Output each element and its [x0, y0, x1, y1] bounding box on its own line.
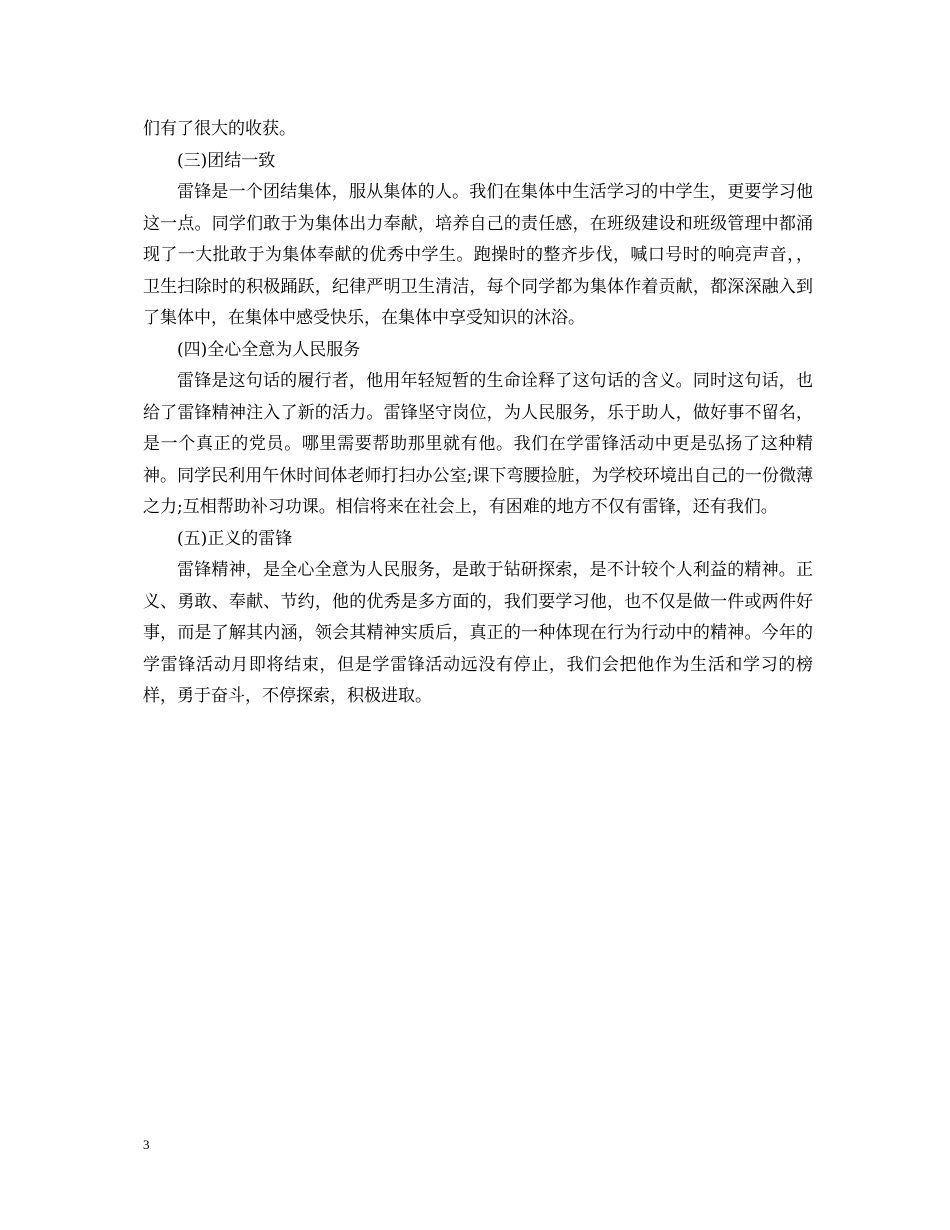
- text-block: [143, 114, 813, 713]
- section-heading-3: (三)团结一致: [177, 150, 276, 171]
- paragraph-continuation: 们有了很大的收获。: [143, 119, 296, 139]
- paragraph-serve-people: 雷锋是这句话的履行者，他用年轻短暂的生命诠释了这句话的含义。同时这句话，也给了雷锋精神注入了新的活力。雷锋坚守岗位，为人民服务，乐于助人，做好事不留名，是一个真正的党员。哪里需要帮助那里就有他。我们在学雷锋活动中更是弘扬了这种精神。同学民利用午休时间体老师打扫办公室;课下弯腰捡脏，为学校环境出自己的一份微薄之力;互相帮助补习功课。相信将来在社会上，有困难的地方不仅有雷锋，还有我们。: [143, 371, 813, 517]
- section-heading-4: (四)全心全意为人民服务: [177, 339, 361, 360]
- page-number: 3: [143, 1137, 150, 1152]
- paragraph-unity: 雷锋是一个团结集体，服从集体的人。我们在集体中生活学习的中学生，更要学习他这一点。同学们敢于为集体出力奉献，培养自己的责任感，在班级建设和班级管理中都涌现了一大批敢于为集体奉献的优秀中学生。跑操时的整齐步伐，喊口号时的响亮声音，，卫生扫除时的积极踊跃，纪律严明卫生清洁，每个同学都为集体作着贡献，都深深融入到了集体中，在集体中感受快乐，在集体中享受知识的沐浴。: [143, 182, 813, 328]
- paragraph-justice: 雷锋精神，是全心全意为人民服务，是敢于钻研探索，是不计较个人利益的精神。正义、勇敢、奉献、节约，他的优秀是多方面的，我们要学习他，也不仅是做一件或两件好事，而是了解其内涵，领会其精神实质后，真正的一种体现在行为行动中的精神。今年的学雷锋活动月即将结束，但是学雷锋活动远没有停止，我们会把他作为生活和学习的榜样，勇于奋斗，不停探索，积极进取。: [143, 560, 813, 706]
- section-heading-5: (五)正义的雷锋: [177, 528, 293, 549]
